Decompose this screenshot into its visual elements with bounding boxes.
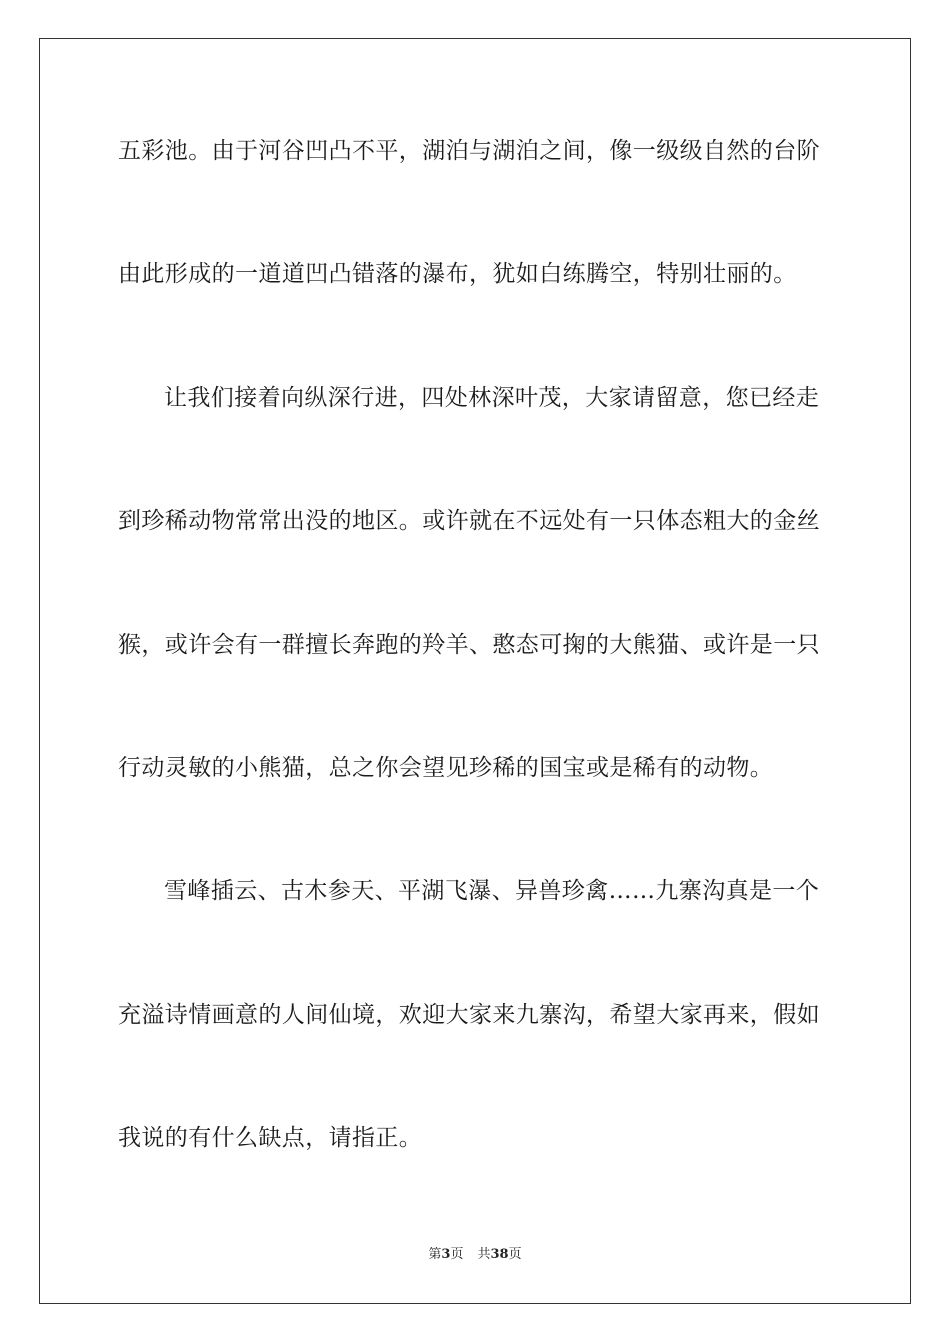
paragraph-line: 行动灵敏的小熊猫，总之你会望见珍稀的国宝或是稀有的动物。 [118, 755, 774, 781]
paragraph-line: 猴，或许会有一群擅长奔跑的羚羊、憨态可掬的大熊猫、或许是一只 [118, 632, 820, 658]
paragraph-line: 雪峰插云、古木参天、平湖飞瀑、异兽珍禽……九寨沟真是一个 [164, 878, 820, 904]
total-prefix: 共 [477, 1247, 491, 1262]
page-border [39, 38, 911, 1304]
page-footer [0, 1246, 950, 1264]
total-pages: 38 [490, 1247, 509, 1262]
paragraph-line: 到珍稀动物常常出没的地区。或许就在不远处有一只体态粗大的金丝 [118, 508, 820, 534]
paragraph-line: 由此形成的一道道凹凸错落的瀑布，犹如白练腾空，特别壮丽的。 [118, 261, 797, 287]
total-suffix: 页 [508, 1247, 522, 1262]
paragraph-line: 让我们接着向纵深行进，四处林深叶茂，大家请留意，您已经走 [164, 385, 820, 411]
page-number: 3 [441, 1247, 451, 1262]
page-prefix: 第 [428, 1247, 442, 1262]
paragraph-line: 五彩池。由于河谷凹凸不平，湖泊与湖泊之间，像一级级自然的台阶 [118, 138, 820, 164]
paragraph-line: 我说的有什么缺点，请指正。 [118, 1125, 423, 1151]
page-suffix: 页 [450, 1247, 464, 1262]
paragraph-line: 充溢诗情画意的人间仙境，欢迎大家来九寨沟，希望大家再来，假如 [118, 1002, 820, 1028]
